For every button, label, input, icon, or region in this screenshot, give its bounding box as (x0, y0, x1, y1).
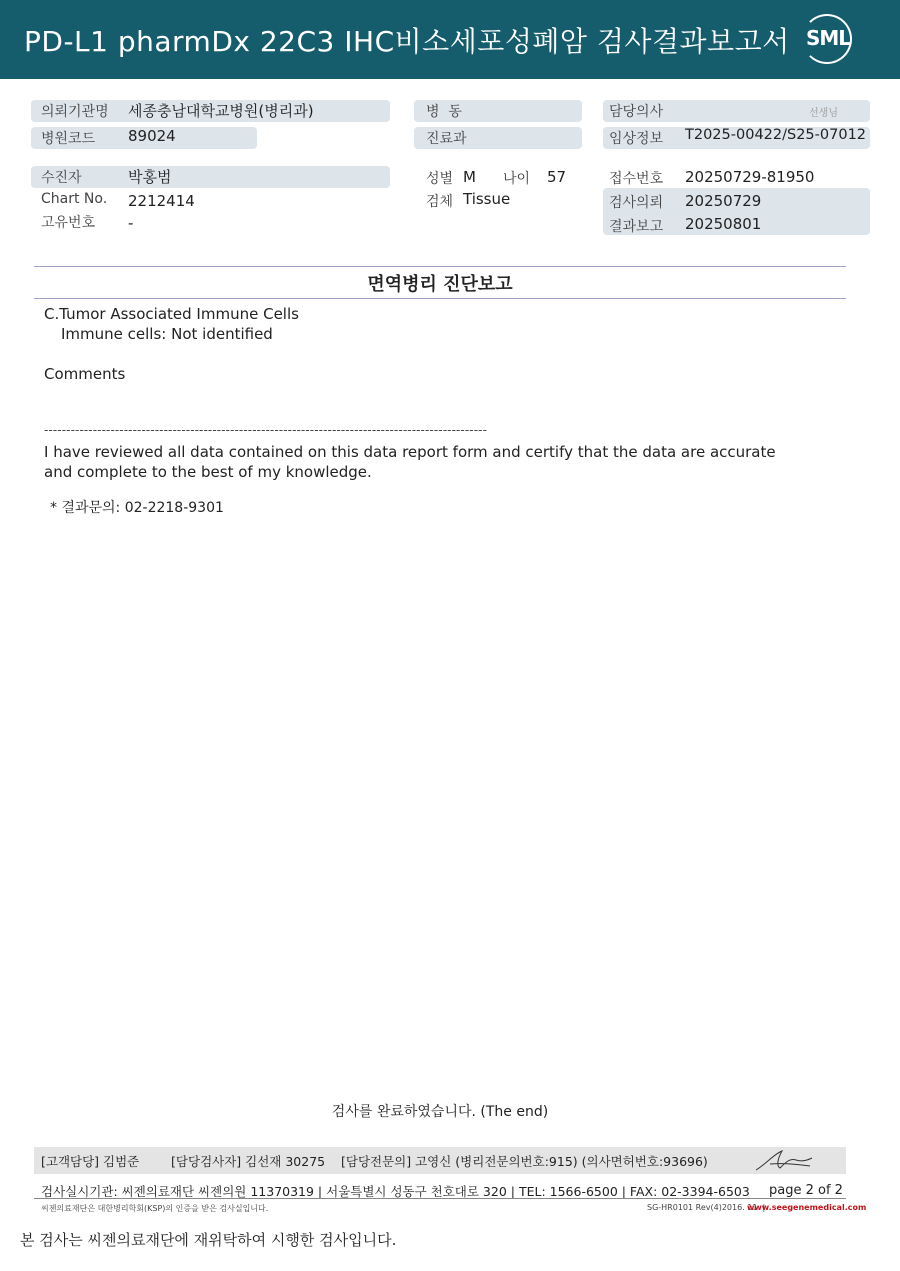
patient-band (31, 166, 390, 188)
comments-label: Comments (44, 365, 126, 383)
sml-logo: SML (806, 26, 851, 50)
clinical-label: 임상정보 (609, 131, 664, 147)
reception-label: 접수번호 (609, 171, 664, 187)
chart-label: Chart No. (41, 191, 108, 207)
ksp-note: 씨젠의료재단은 대한병리학회(KSP)의 인증을 받은 검사실입니다. (41, 1204, 269, 1213)
website-link[interactable]: www.seegenemedical.com (747, 1203, 867, 1212)
report-date-label: 결과보고 (609, 219, 664, 235)
ward-label: 병 동 (426, 104, 462, 120)
specimen-label: 검체 (426, 194, 454, 210)
reception-value: 20250729-81950 (685, 168, 815, 186)
form-code: SG-HR0101 Rev(4)2016. 11 | (647, 1203, 771, 1212)
request-label: 검사의뢰 (609, 195, 664, 211)
unique-label: 고유번호 (41, 215, 96, 231)
specimen-value: Tissue (463, 190, 511, 208)
certify-line-2: and complete to the best of my knowledge. (44, 463, 372, 481)
page-number: page 2 of 2 (769, 1183, 843, 1198)
end-text: 검사를 완료하였습니다. (The end) (331, 1104, 549, 1120)
unique-value: - (128, 214, 134, 232)
hospital-code-value: 89024 (128, 127, 176, 145)
inquiry-contact: * 결과문의: 02-2218-9301 (50, 500, 224, 516)
section-title: 면역병리 진단보고 (367, 274, 513, 295)
request-value: 20250729 (685, 192, 762, 210)
certify-line-1: I have reviewed all data contained on this data report form and certify that the data are accurate (44, 443, 776, 461)
footer-rule (34, 1198, 846, 1199)
result-heading: C.Tumor Associated Immune Cells (44, 305, 299, 323)
hospital-code-label: 병원코드 (41, 131, 96, 147)
age-value: 57 (547, 168, 567, 186)
report-date-value: 20250801 (685, 215, 762, 233)
section-bottom-rule (34, 298, 846, 299)
report-title: PD-L1 pharmDx 22C3 IHC비소세포성폐암 검사결과보고서 (24, 25, 790, 58)
age-label: 나이 (503, 171, 531, 187)
staff-info: [고객담당] 김범준 [담당검사자] 김선재 30275 [담당전문의] 고영신 (병리전문의번호:915) (의사면허번호:93696) (41, 1154, 708, 1169)
department-label: 진료과 (426, 131, 467, 147)
clinical-value: T2025-00422/S25-07012 (685, 127, 867, 143)
institution-value: 세종충남대학교병원(병리과) (128, 102, 314, 120)
outsourced-note: 본 검사는 씨젠의료재단에 재위탁하여 시행한 검사입니다. (20, 1231, 397, 1249)
section-top-rule (34, 266, 846, 267)
patient-value: 박홍범 (128, 168, 172, 186)
separator-dashes: ---------------------------------------------------------------------------------------------------- (44, 423, 488, 437)
signature-icon (752, 1148, 816, 1174)
patient-label: 수진자 (41, 170, 82, 186)
doctor-suffix: 선생님 (809, 108, 838, 119)
report-header (0, 0, 900, 79)
sex-label: 성별 (426, 171, 454, 187)
result-detail: Immune cells: Not identified (61, 325, 273, 343)
institution-label: 의뢰기관명 (41, 104, 109, 120)
doctor-label: 담당의사 (609, 104, 664, 120)
chart-value: 2212414 (128, 192, 195, 210)
testing-institution: 검사실시기관: 씨젠의료재단 씨젠의원 11370319 | 서울특별시 성동구 천호대로 320 | TEL: 1566-6500 | FAX: 02-3394-6503 (41, 1184, 750, 1199)
sex-value: M (463, 168, 476, 186)
